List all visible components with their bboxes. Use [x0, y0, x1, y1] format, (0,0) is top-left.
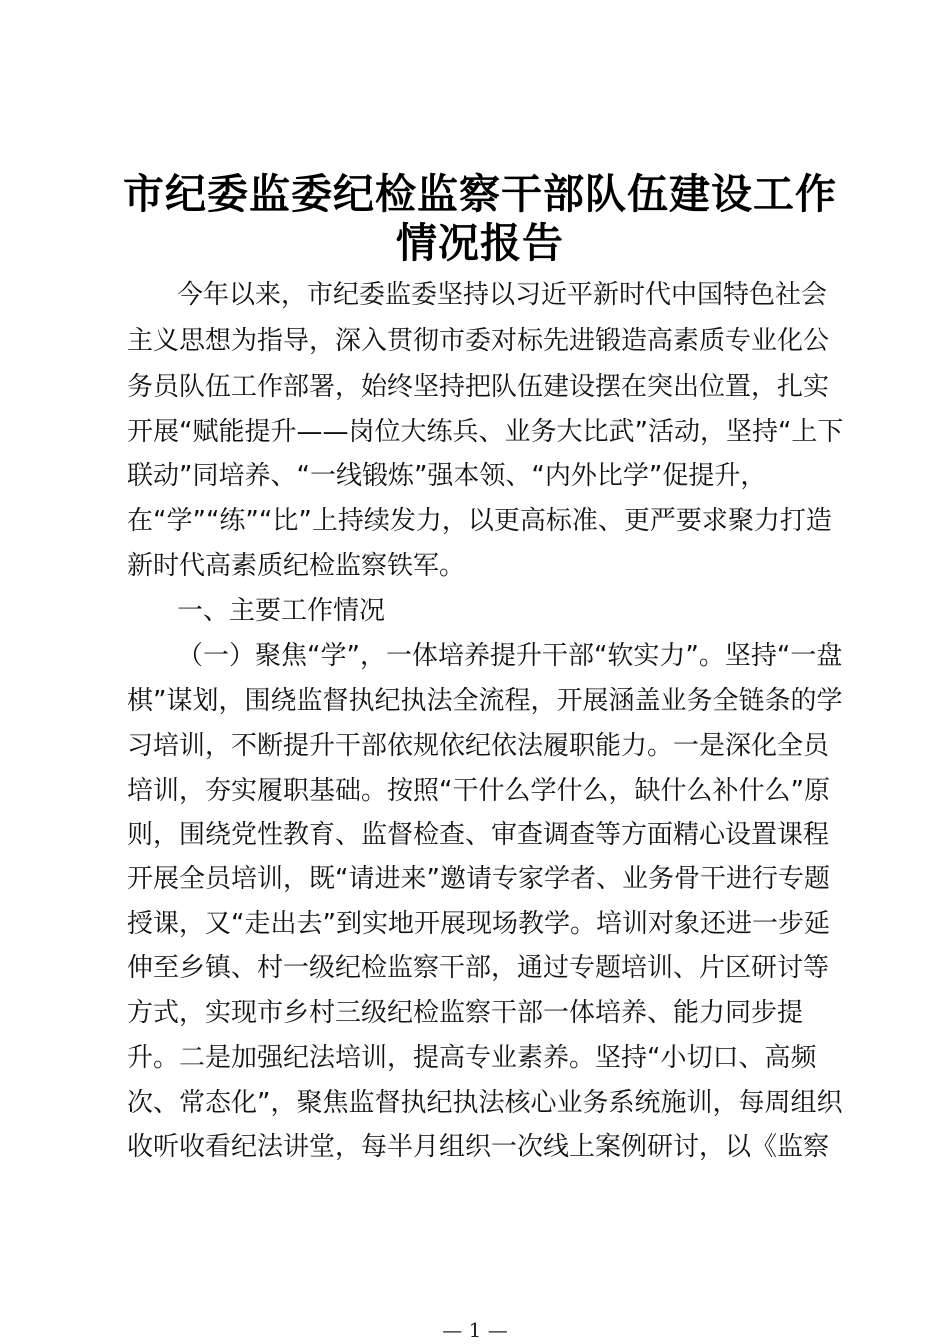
body-line: 在“学”“练”“比”上持续发力，以更高标准、更严要求聚力打造: [127, 506, 832, 536]
body-line: 培训，夯实履职基础。按照“干什么学什么，缺什么补什么”原: [127, 776, 830, 806]
body-line: 方式，实现市乡村三级纪检监察干部一体培养、能力同步提: [127, 998, 804, 1028]
page-number: — 1 —: [442, 1318, 508, 1342]
body-line: 今年以来，市纪委监委坚持以习近平新时代中国特色社会: [177, 280, 828, 310]
body-line: 次、常态化”，聚焦监督执纪执法核心业务系统施训，每周组织: [127, 1088, 843, 1118]
body-line: 升。二是加强纪法培训，提高专业素养。坚持“小切口、高频: [127, 1043, 817, 1073]
body-line: 主义思想为指导，深入贯彻市委对标先进锻造高素质专业化公: [127, 326, 830, 356]
body-line: 联动”同培养、“一线锻炼”强本领、“内外比学”促提升，: [127, 461, 767, 491]
body-line: 授课，又“走出去”到实地开展现场教学。培训对象还进一步延: [127, 909, 830, 939]
body-line: 习培训，不断提升干部依规依纪依法履职能力。一是深化全员: [127, 731, 830, 761]
body-line: 一、主要工作情况: [177, 596, 386, 626]
body-line: 开展全员培训，既“请进来”邀请专家学者、业务骨干进行专题: [127, 864, 830, 894]
body-line: 务员队伍工作部署，始终坚持把队伍建设摆在突出位置，扎实: [127, 372, 830, 402]
document-title-line-1: 市纪委监委纪检监察干部队伍建设工作: [123, 170, 837, 218]
body-line: 棋”谋划，围绕监督执纪执法全流程，开展涵盖业务全链条的学: [127, 686, 843, 716]
body-line: 新时代高素质纪检监察铁军。: [127, 551, 466, 581]
body-line: 则，围绕党性教育、监督检查、审查调查等方面精心设置课程: [127, 820, 830, 850]
body-line: 伸至乡镇、村一级纪检监察干部，通过专题培训、片区研讨等: [127, 953, 830, 983]
body-line: （一）聚焦“学”，一体培养提升干部“软实力”。坚持“一盘: [177, 641, 843, 671]
body-line: 开展“赋能提升——岗位大练兵、业务大比武”活动，坚持“上下: [127, 417, 844, 447]
body-line: 收听收看纪法讲堂，每半月组织一次线上案例研讨，以《监察: [127, 1132, 830, 1162]
document-title-line-2: 情况报告: [396, 219, 564, 267]
